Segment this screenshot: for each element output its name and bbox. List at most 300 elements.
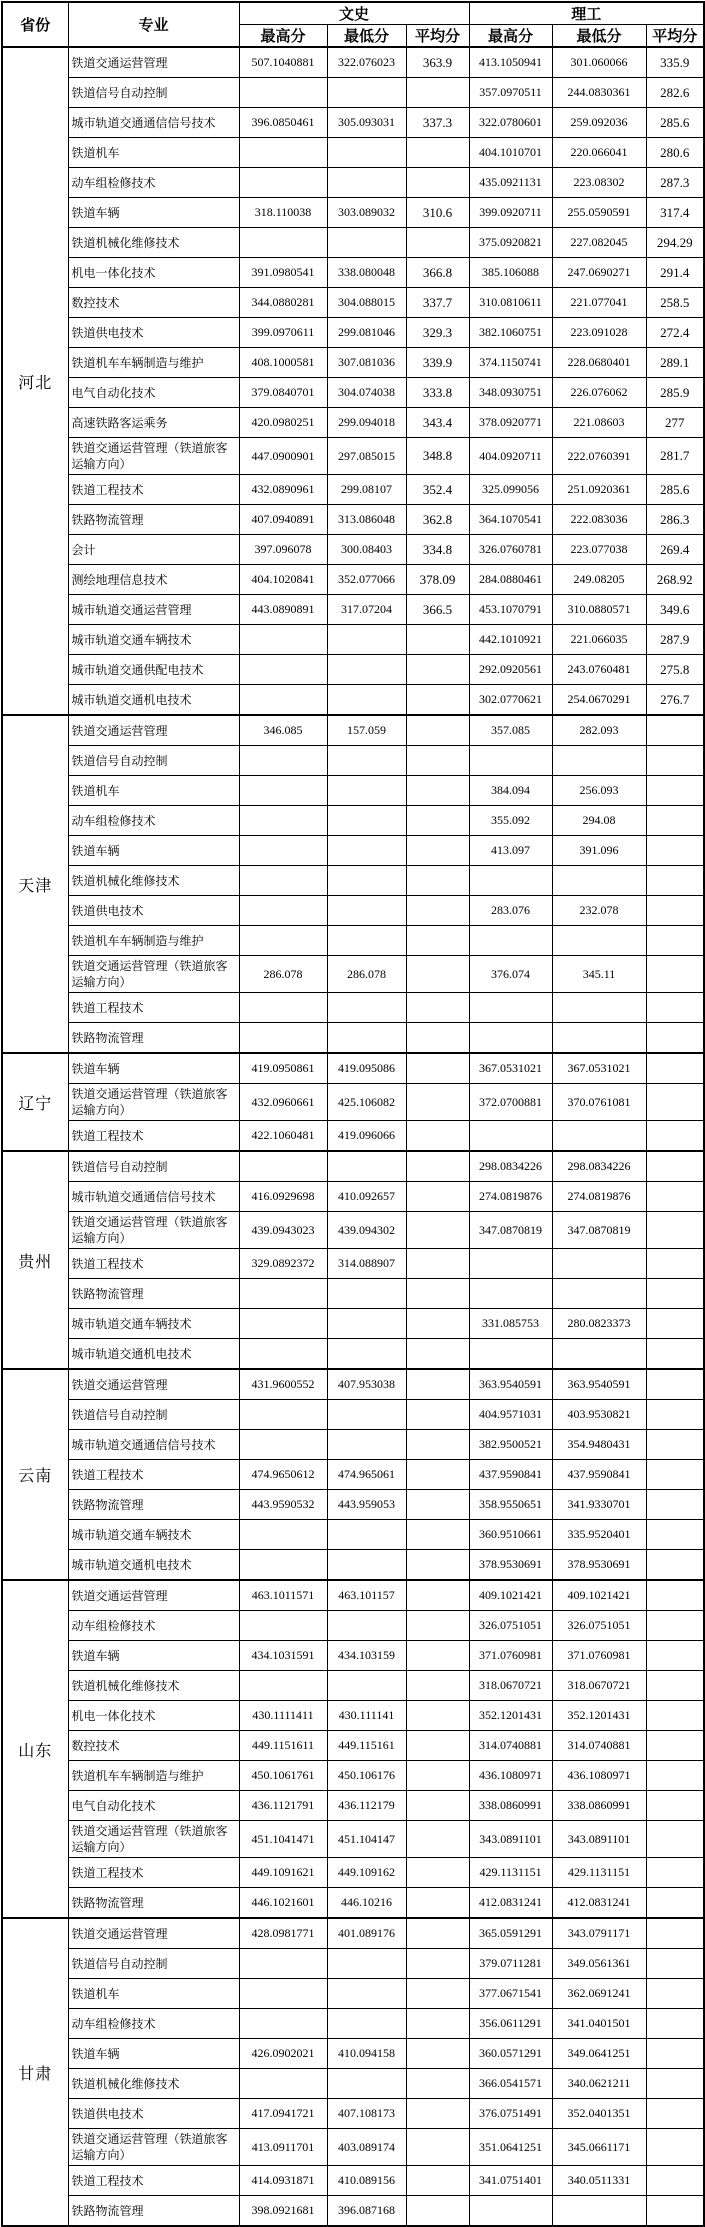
table-row <box>2 438 704 475</box>
score-cell <box>646 1761 704 1791</box>
score-cell: 280.6 <box>646 138 704 168</box>
score-cell: 220.066041 <box>552 138 646 168</box>
score-cell: 251.0920361 <box>552 475 646 505</box>
score-cell <box>552 1023 646 1054</box>
major-cell: 城市轨道交通通信信号技术 <box>68 1430 239 1460</box>
score-cell: 450.106176 <box>327 1761 406 1791</box>
score-cell: 410.094158 <box>327 2039 406 2069</box>
major-cell: 铁道车辆 <box>68 198 239 228</box>
score-cell <box>406 2039 469 2069</box>
score-cell <box>646 1918 704 1949</box>
score-cell <box>406 715 469 746</box>
score-cell: 362.0691241 <box>552 1979 646 2009</box>
table-row <box>2 1460 704 1490</box>
table-row <box>2 1791 704 1821</box>
score-cell: 349.0641251 <box>552 2039 646 2069</box>
table-row <box>2 1084 704 1121</box>
score-cell: 436.1080971 <box>469 1761 552 1791</box>
table-row <box>2 715 704 746</box>
table-row <box>2 228 704 258</box>
score-cell <box>646 1249 704 1279</box>
score-cell: 304.074038 <box>327 378 406 408</box>
score-cell <box>552 926 646 956</box>
score-cell <box>239 228 327 258</box>
score-cell <box>552 993 646 1023</box>
major-cell: 铁道交通运营管理 <box>68 47 239 78</box>
major-cell: 铁道交通运营管理 <box>68 1918 239 1949</box>
table-row <box>2 993 704 1023</box>
score-cell <box>406 866 469 896</box>
score-cell: 329.3 <box>406 318 469 348</box>
province-cell: 山东 <box>2 1580 68 1918</box>
score-cell <box>646 1490 704 1520</box>
score-cell: 339.9 <box>406 348 469 378</box>
score-cell: 431.9600552 <box>239 1369 327 1400</box>
score-cell: 294.29 <box>646 228 704 258</box>
score-cell <box>469 926 552 956</box>
score-cell: 364.1070541 <box>469 505 552 535</box>
score-cell: 287.9 <box>646 625 704 655</box>
major-cell: 铁道供电技术 <box>68 318 239 348</box>
major-cell: 铁道信号自动控制 <box>68 1949 239 1979</box>
score-cell: 432.0890961 <box>239 475 327 505</box>
score-cell: 274.0819876 <box>469 1182 552 1212</box>
score-cell: 287.3 <box>646 168 704 198</box>
major-cell: 铁道交通运营管理 <box>68 715 239 746</box>
score-cell <box>327 993 406 1023</box>
score-cell: 285.9 <box>646 378 704 408</box>
score-cell <box>646 715 704 746</box>
score-cell: 372.0700881 <box>469 1084 552 1121</box>
table-row <box>2 1121 704 1152</box>
score-cell <box>646 1182 704 1212</box>
score-cell: 303.089032 <box>327 198 406 228</box>
score-cell <box>406 896 469 926</box>
score-cell <box>406 1641 469 1671</box>
major-cell: 电气自动化技术 <box>68 378 239 408</box>
score-cell: 326.0751051 <box>469 1611 552 1641</box>
score-cell: 382.9500521 <box>469 1430 552 1460</box>
score-cell <box>646 1641 704 1671</box>
score-cell <box>646 1023 704 1054</box>
score-cell <box>239 1520 327 1550</box>
table-body <box>2 47 704 2226</box>
major-cell: 城市轨道交通车辆技术 <box>68 1520 239 1550</box>
score-cell: 300.08403 <box>327 535 406 565</box>
score-cell <box>406 1888 469 1919</box>
score-cell <box>552 1249 646 1279</box>
score-cell: 351.0641251 <box>469 2129 552 2166</box>
score-cell: 436.112179 <box>327 1791 406 1821</box>
table-row <box>2 1369 704 1400</box>
score-cell <box>406 1279 469 1309</box>
score-cell <box>646 776 704 806</box>
score-cell: 377.0671541 <box>469 1979 552 2009</box>
score-cell <box>646 1369 704 1400</box>
score-cell <box>327 836 406 866</box>
score-cell <box>406 685 469 716</box>
table-row <box>2 595 704 625</box>
score-cell: 451.1041471 <box>239 1821 327 1858</box>
score-cell: 376.0751491 <box>469 2099 552 2129</box>
score-cell: 397.096078 <box>239 535 327 565</box>
score-cell <box>646 1979 704 2009</box>
score-cell <box>327 1550 406 1581</box>
major-cell: 铁道机车车辆制造与维护 <box>68 926 239 956</box>
score-cell: 398.0921681 <box>239 2196 327 2227</box>
score-cell: 286.078 <box>239 956 327 993</box>
score-cell <box>406 1249 469 1279</box>
score-cell <box>239 1979 327 2009</box>
score-cell: 326.0760781 <box>469 535 552 565</box>
major-cell: 铁道工程技术 <box>68 475 239 505</box>
score-cell <box>646 926 704 956</box>
table-row <box>2 1888 704 1919</box>
score-cell <box>646 1520 704 1550</box>
score-cell <box>406 1212 469 1249</box>
score-cell: 450.1061761 <box>239 1761 327 1791</box>
score-cell <box>239 926 327 956</box>
score-cell <box>327 685 406 716</box>
score-cell: 430.1111411 <box>239 1701 327 1731</box>
major-cell: 动车组检修技术 <box>68 2009 239 2039</box>
major-cell: 铁道交通运营管理 <box>68 1580 239 1611</box>
score-cell: 399.0970611 <box>239 318 327 348</box>
table-row <box>2 1279 704 1309</box>
score-cell <box>646 1460 704 1490</box>
score-cell: 439.0943023 <box>239 1212 327 1249</box>
table-row <box>2 1490 704 1520</box>
score-cell: 367.0531021 <box>552 1053 646 1084</box>
score-cell: 255.0590591 <box>552 198 646 228</box>
score-cell: 379.0711281 <box>469 1949 552 1979</box>
score-cell: 396.087168 <box>327 2196 406 2227</box>
major-cell: 铁道工程技术 <box>68 1858 239 1888</box>
table-row <box>2 836 704 866</box>
table-row <box>2 956 704 993</box>
col-header-major: 专业 <box>68 2 239 47</box>
score-cell: 292.0920561 <box>469 655 552 685</box>
score-cell <box>327 806 406 836</box>
score-cell: 338.080048 <box>327 258 406 288</box>
score-cell: 343.0791171 <box>552 1918 646 1949</box>
score-cell <box>469 1121 552 1152</box>
score-cell <box>646 1400 704 1430</box>
score-cell: 299.094018 <box>327 408 406 438</box>
score-cell: 340.0621211 <box>552 2069 646 2099</box>
score-cell <box>552 1279 646 1309</box>
score-cell <box>646 746 704 776</box>
score-cell <box>327 1520 406 1550</box>
major-cell: 铁道交通运营管理（铁道旅客运输方向） <box>68 1821 239 1858</box>
col-header-wenshi-max: 最高分 <box>239 25 327 48</box>
table-row <box>2 2166 704 2196</box>
table-row <box>2 926 704 956</box>
score-cell: 343.4 <box>406 408 469 438</box>
score-cell: 419.095086 <box>327 1053 406 1084</box>
table-row <box>2 378 704 408</box>
score-cell <box>239 2069 327 2099</box>
province-cell: 贵州 <box>2 1151 68 1369</box>
table-row <box>2 47 704 78</box>
score-cell <box>646 1084 704 1121</box>
score-cell <box>406 1460 469 1490</box>
score-cell <box>327 1023 406 1054</box>
table-row <box>2 685 704 716</box>
major-cell: 铁路物流管理 <box>68 505 239 535</box>
score-cell <box>327 926 406 956</box>
score-cell <box>239 1611 327 1641</box>
score-cell: 348.8 <box>406 438 469 475</box>
score-cell <box>469 1339 552 1370</box>
score-cell <box>646 2196 704 2227</box>
score-cell: 227.082045 <box>552 228 646 258</box>
score-cell: 366.0541571 <box>469 2069 552 2099</box>
table-row <box>2 2196 704 2227</box>
table-row <box>2 1731 704 1761</box>
major-cell: 城市轨道交通通信信号技术 <box>68 108 239 138</box>
score-cell: 223.091028 <box>552 318 646 348</box>
score-cell: 363.9540591 <box>552 1369 646 1400</box>
major-cell: 铁道交通运营管理 <box>68 1369 239 1400</box>
score-cell <box>406 2009 469 2039</box>
table-row <box>2 475 704 505</box>
score-cell <box>327 1339 406 1370</box>
score-cell <box>327 1611 406 1641</box>
score-cell: 371.0760981 <box>552 1641 646 1671</box>
province-cell: 河北 <box>2 47 68 715</box>
table-row <box>2 258 704 288</box>
score-cell <box>646 1858 704 1888</box>
table-row <box>2 1979 704 2009</box>
score-cell: 338.0860991 <box>469 1791 552 1821</box>
major-cell: 城市轨道交通车辆技术 <box>68 625 239 655</box>
major-cell: 铁路物流管理 <box>68 1279 239 1309</box>
score-cell: 347.0870819 <box>469 1212 552 1249</box>
score-cell <box>239 1400 327 1430</box>
score-cell: 367.0531021 <box>469 1053 552 1084</box>
col-header-wenshi: 文史 <box>239 2 469 25</box>
score-cell: 345.0661171 <box>552 2129 646 2166</box>
score-cell <box>646 1671 704 1701</box>
score-cell <box>469 1279 552 1309</box>
score-cell: 269.4 <box>646 535 704 565</box>
score-cell <box>239 685 327 716</box>
score-cell: 318.110038 <box>239 198 327 228</box>
score-cell: 313.086048 <box>327 505 406 535</box>
score-cell: 282.6 <box>646 78 704 108</box>
score-cell <box>646 1550 704 1581</box>
major-cell: 会计 <box>68 535 239 565</box>
score-cell: 226.076062 <box>552 378 646 408</box>
score-cell: 376.074 <box>469 956 552 993</box>
score-cell: 314.0740881 <box>469 1731 552 1761</box>
score-cell <box>469 993 552 1023</box>
score-cell <box>646 2099 704 2129</box>
score-cell: 366.5 <box>406 595 469 625</box>
table-row <box>2 2099 704 2129</box>
major-cell: 铁道信号自动控制 <box>68 1151 239 1182</box>
score-cell <box>406 1949 469 1979</box>
score-cell: 363.9540591 <box>469 1369 552 1400</box>
table-row <box>2 1580 704 1611</box>
score-cell: 221.066035 <box>552 625 646 655</box>
score-cell: 436.1080971 <box>552 1761 646 1791</box>
major-cell: 铁道工程技术 <box>68 1121 239 1152</box>
score-cell <box>646 2166 704 2196</box>
table-row <box>2 1858 704 1888</box>
score-cell: 341.0751401 <box>469 2166 552 2196</box>
score-cell: 338.0860991 <box>552 1791 646 1821</box>
score-cell: 314.088907 <box>327 1249 406 1279</box>
score-cell <box>646 2009 704 2039</box>
major-cell: 铁道工程技术 <box>68 1460 239 1490</box>
score-cell: 349.0561361 <box>552 1949 646 1979</box>
score-cell: 329.0892372 <box>239 1249 327 1279</box>
score-cell <box>239 866 327 896</box>
table-row <box>2 2009 704 2039</box>
score-cell: 449.1091621 <box>239 1858 327 1888</box>
score-cell: 407.108173 <box>327 2099 406 2129</box>
score-cell <box>239 776 327 806</box>
score-cell: 447.0900901 <box>239 438 327 475</box>
major-cell: 铁道车辆 <box>68 1053 239 1084</box>
major-cell: 城市轨道交通车辆技术 <box>68 1309 239 1339</box>
score-cell <box>406 78 469 108</box>
table-row <box>2 1918 704 1949</box>
major-cell: 动车组检修技术 <box>68 168 239 198</box>
score-cell: 289.1 <box>646 348 704 378</box>
table-row <box>2 138 704 168</box>
score-cell <box>646 1151 704 1182</box>
score-cell <box>646 2069 704 2099</box>
major-cell: 铁路物流管理 <box>68 1023 239 1054</box>
score-cell: 228.0680401 <box>552 348 646 378</box>
score-cell: 417.0941721 <box>239 2099 327 2129</box>
major-cell: 铁道机车 <box>68 776 239 806</box>
score-cell: 341.9330701 <box>552 1490 646 1520</box>
score-cell: 247.0690271 <box>552 258 646 288</box>
score-cell: 310.0880571 <box>552 595 646 625</box>
table-row <box>2 1949 704 1979</box>
score-cell: 344.0880281 <box>239 288 327 318</box>
score-cell <box>406 1858 469 1888</box>
score-cell <box>406 1084 469 1121</box>
score-cell: 374.1150741 <box>469 348 552 378</box>
score-cell: 449.115161 <box>327 1731 406 1761</box>
score-cell <box>239 806 327 836</box>
major-cell: 铁道机车车辆制造与维护 <box>68 1761 239 1791</box>
score-cell: 335.9520401 <box>552 1520 646 1550</box>
score-cell <box>327 655 406 685</box>
score-cell <box>327 2069 406 2099</box>
score-cell <box>646 1053 704 1084</box>
score-cell <box>239 746 327 776</box>
score-cell <box>327 1309 406 1339</box>
score-cell <box>406 1550 469 1581</box>
score-cell: 256.093 <box>552 776 646 806</box>
major-cell: 机电一体化技术 <box>68 258 239 288</box>
score-cell <box>406 1182 469 1212</box>
score-cell: 412.0831241 <box>552 1888 646 1919</box>
major-cell: 铁道工程技术 <box>68 993 239 1023</box>
major-cell: 铁道供电技术 <box>68 2099 239 2129</box>
score-cell: 352.1201431 <box>552 1701 646 1731</box>
major-cell: 数控技术 <box>68 1731 239 1761</box>
score-cell: 365.0591291 <box>469 1918 552 1949</box>
score-cell <box>646 956 704 993</box>
score-cell: 408.1000581 <box>239 348 327 378</box>
score-cell: 413.1050941 <box>469 47 552 78</box>
score-cell <box>406 1520 469 1550</box>
province-cell: 甘肃 <box>2 1918 68 2226</box>
score-cell <box>646 2039 704 2069</box>
score-cell: 419.096066 <box>327 1121 406 1152</box>
score-cell <box>406 655 469 685</box>
table-row <box>2 1430 704 1460</box>
score-cell <box>469 746 552 776</box>
table-row <box>2 806 704 836</box>
score-cell: 348.0930751 <box>469 378 552 408</box>
score-cell <box>646 1212 704 1249</box>
score-cell: 401.089176 <box>327 1918 406 1949</box>
score-cell: 254.0670291 <box>552 685 646 716</box>
score-cell <box>239 625 327 655</box>
score-cell <box>239 168 327 198</box>
score-cell: 439.094302 <box>327 1212 406 1249</box>
score-cell: 343.0891101 <box>469 1821 552 1858</box>
score-cell: 366.8 <box>406 258 469 288</box>
score-cell: 453.1070791 <box>469 595 552 625</box>
score-cell: 354.9480431 <box>552 1430 646 1460</box>
score-cell: 399.0920711 <box>469 198 552 228</box>
col-header-wenshi-avg: 平均分 <box>406 25 469 48</box>
table-row <box>2 168 704 198</box>
score-cell: 463.1011571 <box>239 1580 327 1611</box>
score-cell: 416.0929698 <box>239 1182 327 1212</box>
score-cell: 384.094 <box>469 776 552 806</box>
score-cell <box>646 836 704 866</box>
score-cell: 341.0401501 <box>552 2009 646 2039</box>
score-cell: 285.6 <box>646 108 704 138</box>
score-cell: 379.0840701 <box>239 378 327 408</box>
col-header-ligong-max: 最高分 <box>469 25 552 48</box>
score-cell: 396.0850461 <box>239 108 327 138</box>
score-cell <box>646 1611 704 1641</box>
score-cell: 291.4 <box>646 258 704 288</box>
score-cell: 310.6 <box>406 198 469 228</box>
score-cell <box>406 1821 469 1858</box>
table-row <box>2 1339 704 1370</box>
major-cell: 城市轨道交通供配电技术 <box>68 655 239 685</box>
score-cell: 307.081036 <box>327 348 406 378</box>
major-cell: 铁道工程技术 <box>68 1249 239 1279</box>
score-cell: 298.0834226 <box>552 1151 646 1182</box>
score-cell: 244.0830361 <box>552 78 646 108</box>
score-cell <box>646 866 704 896</box>
score-cell: 363.9 <box>406 47 469 78</box>
score-cell: 349.6 <box>646 595 704 625</box>
score-cell: 335.9 <box>646 47 704 78</box>
score-cell: 435.0921131 <box>469 168 552 198</box>
major-cell: 铁道交通运营管理（铁道旅客运输方向） <box>68 2129 239 2166</box>
score-cell <box>239 836 327 866</box>
score-cell <box>327 776 406 806</box>
table-row <box>2 746 704 776</box>
score-cell <box>646 896 704 926</box>
score-cell <box>327 228 406 258</box>
score-cell: 375.0920821 <box>469 228 552 258</box>
